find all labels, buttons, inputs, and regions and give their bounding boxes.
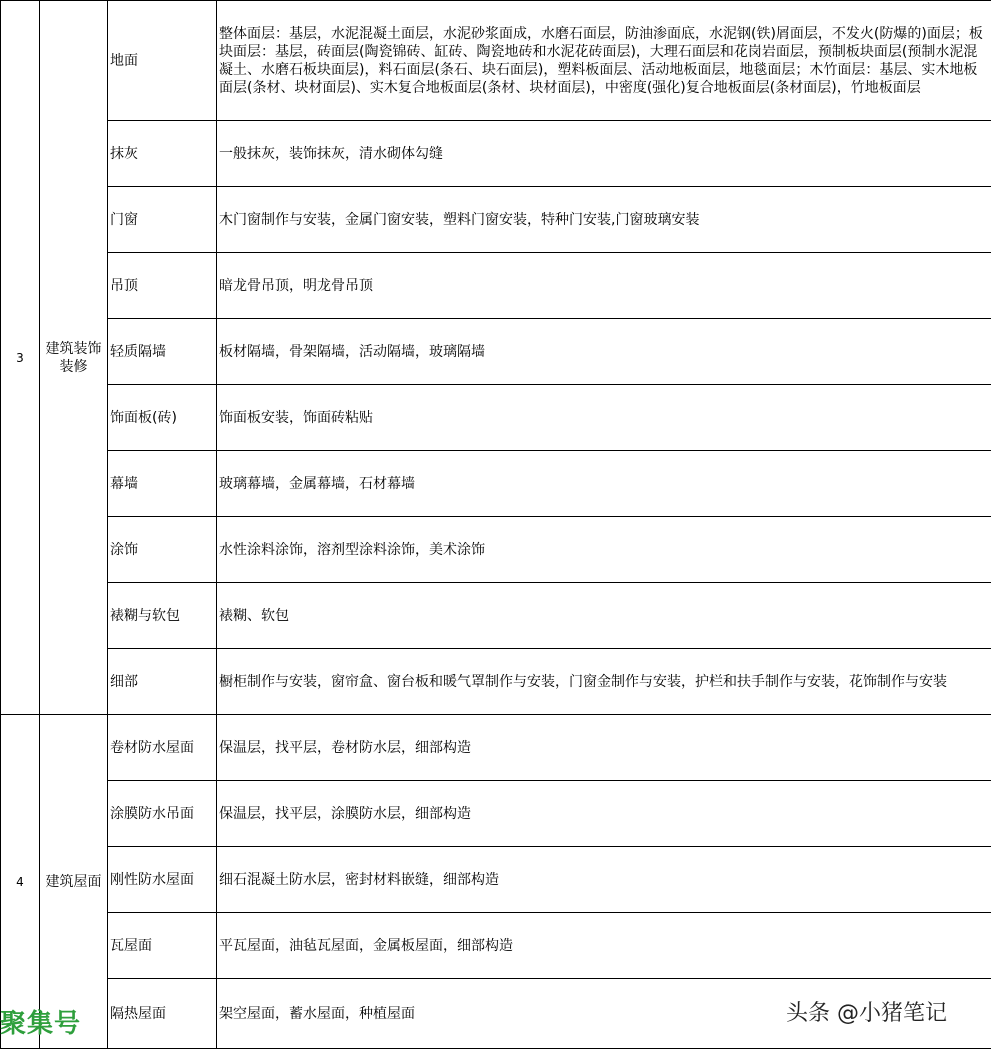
subsection-name: 门窗: [108, 187, 217, 253]
table-row: [1, 253, 991, 319]
subsection-content: 饰面板安装，饰面砖粘贴: [217, 385, 991, 451]
subsection-content: 板材隔墙，骨架隔墙，活动隔墙，玻璃隔墙: [217, 319, 991, 385]
section-name: 建筑屋面: [40, 715, 108, 1049]
subsection-content: 玻璃幕墙，金属幕墙，石材幕墙: [217, 451, 991, 517]
table-row: [1, 847, 991, 913]
subsection-content: 保温层，找平层，卷材防水层，细部构造: [217, 715, 991, 781]
subsection-content: 暗龙骨吊顶，明龙骨吊顶: [217, 253, 991, 319]
subsection-content: 细石混凝土防水层，密封材料嵌缝，细部构造: [217, 847, 991, 913]
subsection-name: 幕墙: [108, 451, 217, 517]
subsection-name: 地面: [108, 1, 217, 121]
table-row: [1, 913, 991, 979]
section-name: 建筑装饰装修: [40, 1, 108, 715]
subsection-content: 橱柜制作与安装，窗帘盒、窗台板和暖气罩制作与安装，门窗金制作与安装，护栏和扶手制作与安装，花饰制作与安装: [217, 649, 991, 715]
subsection-name: 饰面板(砖): [108, 385, 217, 451]
subsection-name: 涂膜防水吊面: [108, 781, 217, 847]
subsection-name: 裱糊与软包: [108, 583, 217, 649]
subsection-content: 裱糊、软包: [217, 583, 991, 649]
subsection-name: 细部: [108, 649, 217, 715]
subsection-name: 刚性防水屋面: [108, 847, 217, 913]
table-row: [1, 781, 991, 847]
subsection-name: 卷材防水屋面: [108, 715, 217, 781]
subsection-content: 架空屋面，蓄水屋面，种植屋面: [217, 979, 991, 1049]
table-row: [1, 121, 991, 187]
subsection-content: 水性涂料涂饰，溶剂型涂料涂饰，美术涂饰: [217, 517, 991, 583]
subsection-name: 涂饰: [108, 517, 217, 583]
subsection-name: 轻质隔墙: [108, 319, 217, 385]
subsection-content: 整体面层：基层，水泥混凝土面层，水泥砂浆面成，水磨石面层，防油渗面底，水泥钢(铁)屑面层，不发火(防爆的)面层；板块面层：基层，砖面层(陶瓷锦砖、缸砖、陶瓷地砖和水泥花砖面层)，大理石面层和花岗岩面层，预制板块面层(预制水泥混凝土、水磨石板块面层)，料石面层(条石、块石面层)，塑料板面层、活动地板面层，地毯面层；木竹面层：基层、实木地板面层(条材、块材面层)、实木复合地板面层(条材、块材面层)，中密度(强化)复合地板面层(条材面层)，竹地板面层: [217, 1, 991, 121]
subsection-content: 一般抹灰，装饰抹灰，清水砌体勾缝: [217, 121, 991, 187]
table-row: [1, 583, 991, 649]
table-row: [1, 649, 991, 715]
table-row: [1, 187, 991, 253]
subsection-content: 木门窗制作与安装，金属门窗安装，塑料门窗安装，特种门安装,门窗玻璃安装: [217, 187, 991, 253]
subsection-content: 保温层，找平层，涂膜防水层，细部构造: [217, 781, 991, 847]
table-row: [1, 715, 991, 781]
table-row: [1, 451, 991, 517]
table-row: [1, 1, 991, 121]
table-row: [1, 385, 991, 451]
subsection-name: 抹灰: [108, 121, 217, 187]
subsection-name: 瓦屋面: [108, 913, 217, 979]
section-number: 4: [1, 715, 40, 1049]
watermark-left: 聚集号: [0, 1003, 81, 1040]
subsection-content: 平瓦屋面，油毡瓦屋面，金属板屋面，细部构造: [217, 913, 991, 979]
table-row: [1, 517, 991, 583]
section-number: 3: [1, 1, 40, 715]
subsection-name: 吊顶: [108, 253, 217, 319]
subsection-name: 隔热屋面: [108, 979, 217, 1049]
table-row: [1, 319, 991, 385]
watermark-right: 头条 @小猪笔记: [786, 996, 947, 1027]
